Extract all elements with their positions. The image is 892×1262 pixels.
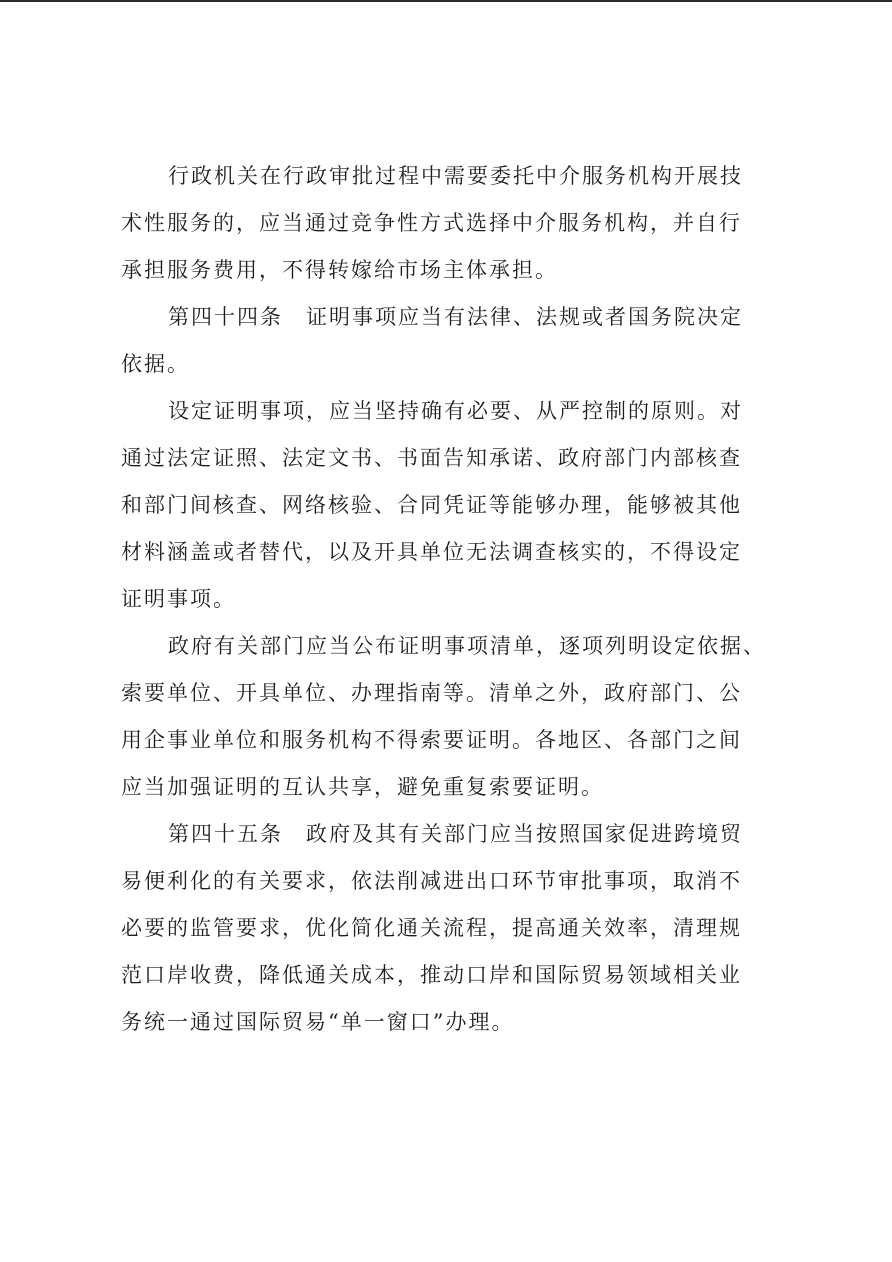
text-line: 行政机关在行政审批过程中需要委托中介服务机构开展技	[168, 164, 743, 188]
text-line: 易便利化的有关要求，依法削减进出口环节审批事项，取消不	[121, 869, 742, 893]
document-body	[121, 153, 776, 1046]
text-line: 应当加强证明的互认共享，避免重复索要证明。	[121, 775, 604, 799]
text-line: 必要的监管要求，优化简化通关流程，提高通关效率，清理规	[121, 916, 742, 940]
text-line: 用企事业单位和服务机构不得索要证明。各地区、各部门之间	[121, 728, 742, 752]
article-44-heading-line: 第四十四条 证明事项应当有法律、法规或者国务院决定	[168, 305, 743, 329]
text-line: 术性服务的，应当通过竞争性方式选择中介服务机构，并自行	[121, 211, 742, 235]
text-line: 通过法定证照、法定文书、书面告知承诺、政府部门内部核查	[121, 446, 742, 470]
text-line: 务统一通过国际贸易“单一窗口”办理。	[121, 1010, 515, 1034]
text-line: 和部门间核查、网络核验、合同凭证等能够办理，能够被其他	[121, 493, 742, 517]
text-line: 依据。	[121, 352, 190, 376]
text-line: 范口岸收费，降低通关成本，推动口岸和国际贸易领域相关业	[121, 963, 742, 987]
article-45-heading-line: 第四十五条 政府及其有关部门应当按照国家促进跨境贸	[168, 822, 743, 846]
text-line: 证明事项。	[121, 587, 236, 611]
text-line: 索要单位、开具单位、办理指南等。清单之外，政府部门、公	[121, 681, 742, 705]
text-line: 材料涵盖或者替代，以及开具单位无法调查核实的，不得设定	[121, 540, 742, 564]
text-line: 政府有关部门应当公布证明事项清单，逐项列明设定依据、	[168, 634, 766, 658]
text-line: 承担服务费用，不得转嫁给市场主体承担。	[121, 258, 558, 282]
text-line: 设定证明事项，应当坚持确有必要、从严控制的原则。对	[168, 399, 743, 423]
